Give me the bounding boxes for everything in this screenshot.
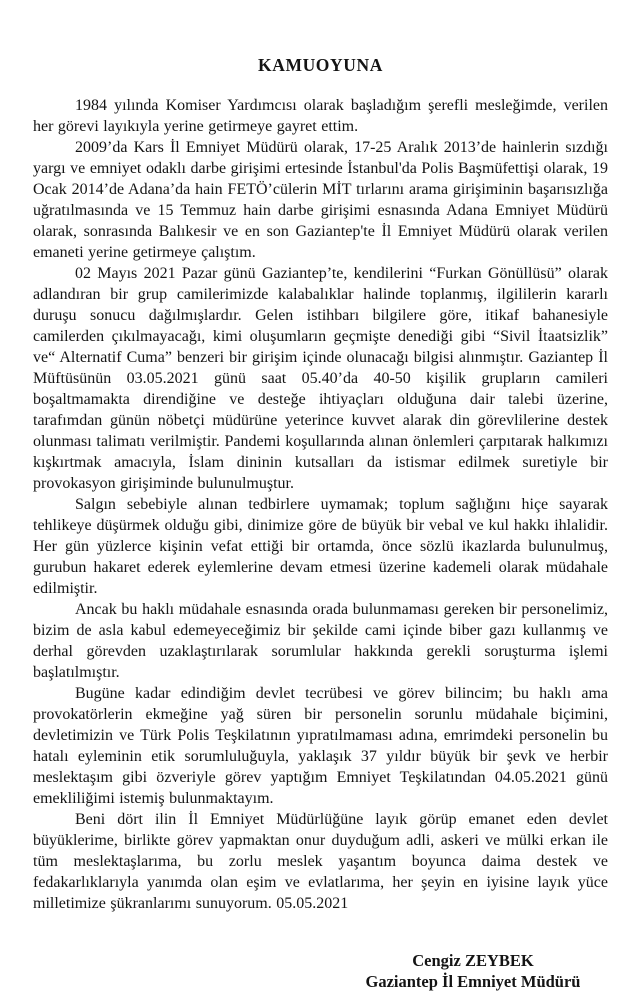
paragraph-health-measures: Salgın sebebiyle alınan tedbirlere uymamak; toplum sağlığını hiçe sayarak tehlikeye düşürmek olduğu gibi, dinimize göre de büyük bir vebal ve kul hakkı ihlalidir. Her gün yüzlerce kişinin vefat ettiği bir ortamda, önce sözlü ikazlarda bulunulmuş, gurubun hakaret ederek eylemlerine devam etmesi üzerine kademeli olarak müdahale edilmiştir. <box>33 496 608 597</box>
paragraph-incident-description: 02 Mayıs 2021 Pazar günü Gaziantep’te, kendilerini “Furkan Gönüllüsü” olarak adlandıran bir grup camilerimizde kalabalıklar halinde toplanmış, ilgililerin kararlı duruşu sonucu dağılmışlardır. Gelen istihbarı bilgilere göre, itikaf bahanesiyle camilerden çıkılmayacağı, kimi oluşumların geçmişte denediği gibi “Sivil İtaatsizlik” ve“ Alternatif Cuma” benzeri bir girişim içinde olunacağı bilgisi alınmıştır. Gaziantep İl Müftüsünün 03.05.2021 günü saat 05.40’da 40-50 kişilik grupların camileri boşaltmamakta direndiğine ve desteğe ihtiyaçları olduğuna dair talebi üzerine, tarafımdan günün nöbetçi müdürüne yeterince kuvvet alarak din görevlilerine destek olunması talimatı verilmiştir. Pandemi koşullarında alınan önlemleri çarpıtarak halkımızı kışkırtmak amacıyla, İslam dininin kutsalları da istismar edilmek suretiyle bir provokasyon girişiminde bulunulmuştur. <box>33 265 608 492</box>
paragraph-gratitude: Beni dört ilin İl Emniyet Müdürlüğüne layık görüp emanet eden devlet büyüklerime, birlikte görev yapmaktan onur duyduğum adli, askeri ve mülki erkan ile tüm meslektaşlarıma, bu zorlu meslek yaşantım boyunca daima destek ve fedakarlıklarıyla yanımda olan eşim ve evlatlarıma, her şeyin en iyisine layık yüce milletimize şükranlarımı sunuyorum. 05.05.2021 <box>33 811 608 912</box>
paragraph-career-start: 1984 yılında Komiser Yardımcısı olarak başladığım şerefli mesleğimde, verilen her görevi layıkıyla yerine getirmeye gayret ettim. <box>33 97 608 135</box>
signature-name: Cengiz ZEYBEK <box>412 951 534 970</box>
paragraph-career-history: 2009’da Kars İl Emniyet Müdürü olarak, 17-25 Aralık 2013’de hainlerin sızdığı yargı ve emniyet odaklı darbe girişimi ertesinde İstanbul'da Polis Başmüfettişi olarak, 19 Ocak 2014’de Adana’da hain FETÖ’cülerin MİT tırlarını arama girişiminin başarısızlığa uğratılmasında ve 15 Temmuz hain darbe girişimi esnasında Adana Emniyet Müdürü olarak, sonrasında Balıkesir ve en son Gaziantep'te İl Emniyet Müdürü olarak verilen emaneti yerine getirmeye çalıştım. <box>33 139 608 261</box>
document-body <box>33 95 608 914</box>
paragraph-personnel-misconduct: Ancak bu haklı müdahale esnasında orada bulunmaması gereken bir personelimiz, bizim de asla kabul edemeyeceğimiz bir şekilde cami içinde biber gazı kullanmış ve derhal görevden uzaklaştırılarak sorumlular hakkında gerekli soruşturma işlemi başlatılmıştır. <box>33 601 608 681</box>
signature-role: Gaziantep İl Emniyet Müdürü <box>365 972 581 991</box>
page-title: KAMUOYUNA <box>258 55 383 75</box>
signature-block <box>343 950 603 992</box>
paragraph-retirement-request: Bugüne kadar edindiğim devlet tecrübesi ve görev bilincim; bu haklı ama provokatörlerin ekmeğine yağ süren bir personelin sorunlu müdahale biçimini, devletimizin ve Türk Polis Teşkilatının yıpratılmaması adına, emrimdeki personelin bu hatalı eyleminin etik sorumluluğuyla, yaklaşık 37 yıldır büyük bir şevk ve herbir meslektaşım gibi özveriyle görev yaptığım Emniyet Teşkilatından 04.05.2021 günü emekliliğimi istemiş bulunmaktayım. <box>33 685 608 807</box>
